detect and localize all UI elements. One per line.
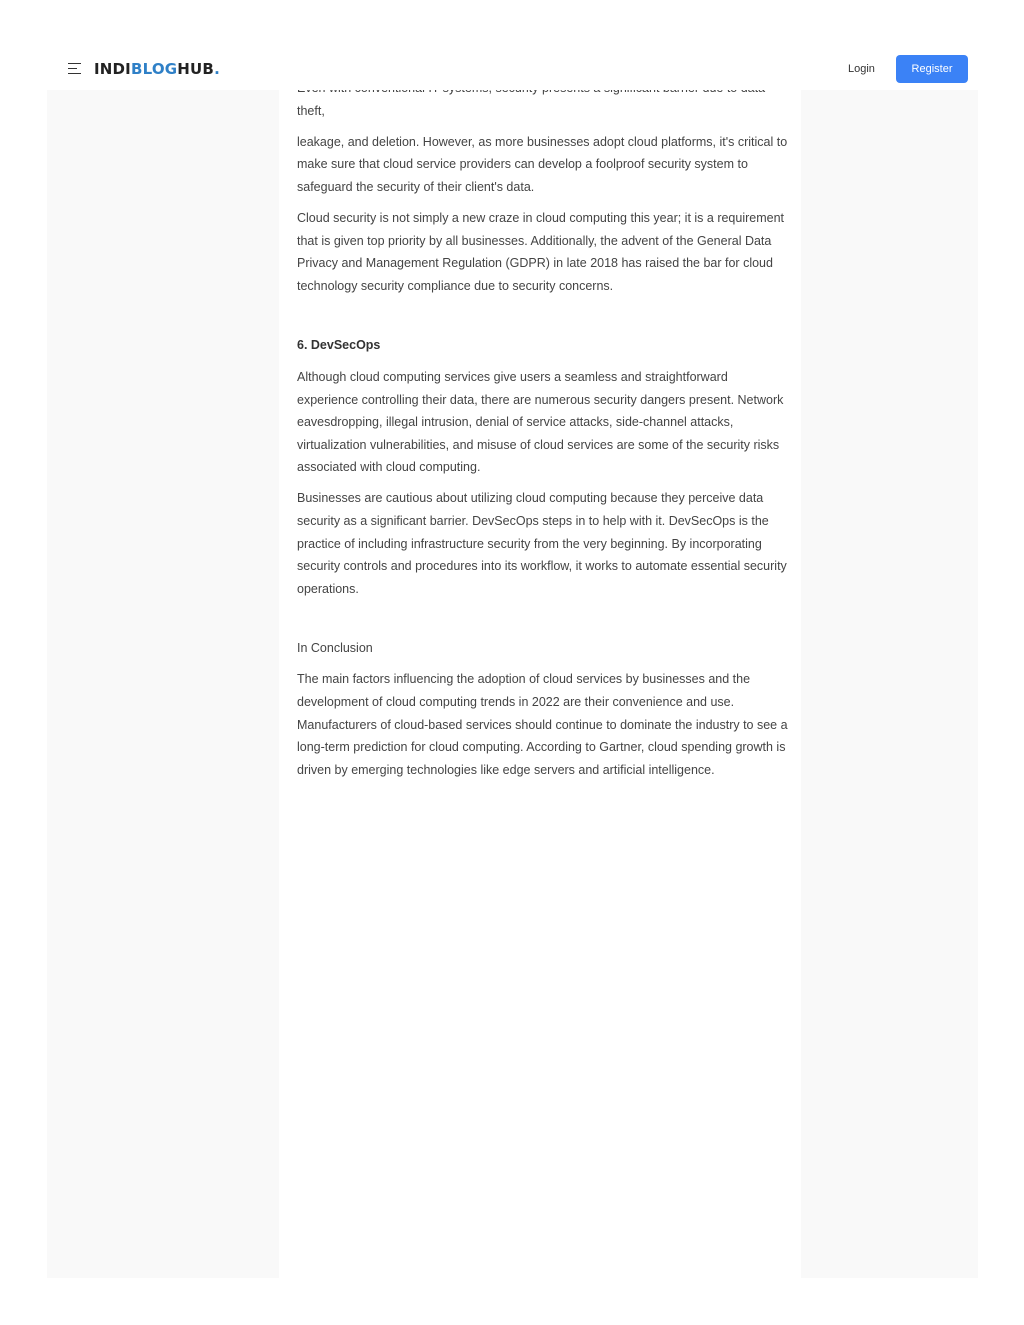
article-paragraph: The main factors influencing the adoption of cloud services by businesses and the development of cloud computing trends in 2022 are their convenience and use. Manufacturers of cloud-based services should continue to dominate the industry to see a long-term prediction for cloud computing. According to Gartner, cloud spending growth is driven by emerging technologies like edge servers and artificial intelligence. [297,672,788,777]
logo-text-blog: BLOG [130,60,178,78]
site-header [47,47,978,90]
article-body [297,77,792,790]
section-heading: 6. DevSecOps [297,338,381,353]
logo-text-hub: HUB [177,60,215,78]
logo-dot: . [214,60,220,78]
article-paragraph: leakage, and deletion. However, as more businesses adopt cloud platforms, it's critical to make sure that cloud service providers can develop a foolproof security system to safeguard the security of their client's data. [297,134,788,194]
left-sidebar [47,47,279,1278]
article-paragraph: Businesses are cautious about utilizing cloud computing because they perceive data security as a significant barrier. DevSecOps steps in to help with it. DevSecOps is the practice of including infrastructure security from the very beginning. By incorporating security controls and procedures into its workflow, it works to automate essential security operations. [297,491,787,596]
hamburger-menu-icon[interactable] [68,63,81,75]
register-button[interactable]: Register [896,55,968,83]
site-logo[interactable] [94,60,220,78]
article-paragraph: Cloud security is not simply a new craze in cloud computing this year; it is a requirement that is given top priority by all businesses. Additionally, the advent of the General Data Privacy and Management Regulation (GDPR) in late 2018 has raised the bar for cloud technology security compliance due to security concerns. [297,210,785,293]
conclusion-heading: In Conclusion [297,641,373,656]
article-paragraph: Although cloud computing services give users a seamless and straightforward experience controlling their data, there are numerous security dangers present. Network eavesdropping, illegal intrusion, denial of service attacks, side-channel attacks, virtualization vulnerabilities, and misuse of cloud services are some of the security risks associated with cloud computing. [297,369,784,475]
login-link[interactable]: Login [848,63,875,75]
right-sidebar [801,47,978,1278]
article-cut-line: theft, [297,103,325,118]
logo-text-indi: INDI [94,60,131,78]
